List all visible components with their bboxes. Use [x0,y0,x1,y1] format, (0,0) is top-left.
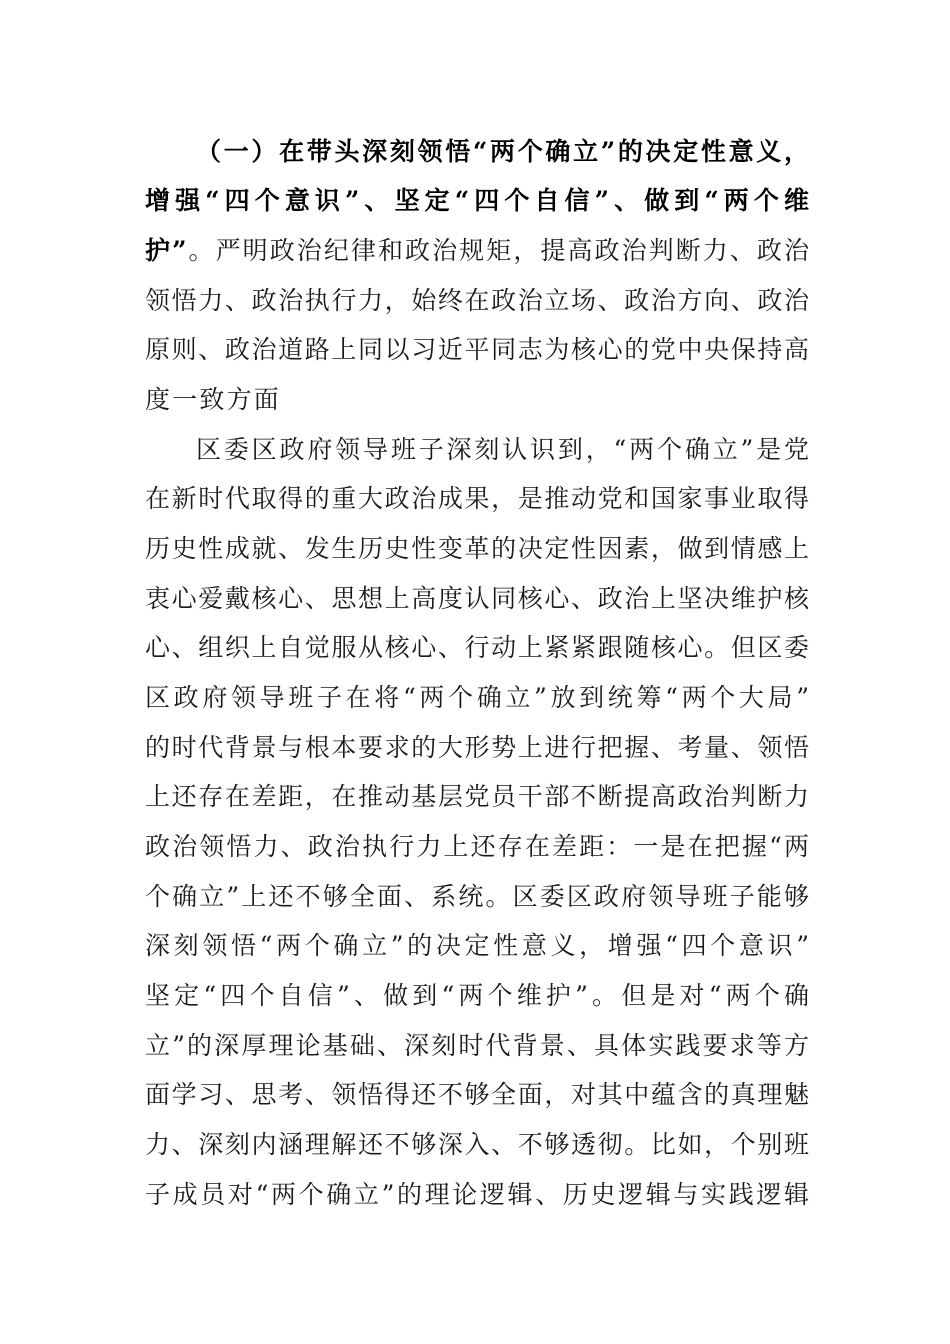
body-line: 深刻领悟“两个确立”的决定性意义，增强“四个意识” [145,931,809,960]
body-line: 心、组织上自觉服从核心、行动上紧紧跟随核心。但区委 [145,633,809,662]
body-line: 区政府领导班子在将“两个确立”放到统筹“两个大局” [145,683,809,712]
section-heading-line-5: 原则、政治道路上同以习近平同志为核心的党中央保持高 [145,335,809,364]
body-line: 坚定“四个自信”、做到“两个维护”。但是对“两个确 [145,981,809,1010]
body-line: 个确立”上还不够全面、系统。区委区政府领导班子能够 [145,882,809,911]
body-line: 立”的深厚理论基础、深刻时代背景、具体实践要求等方 [145,1031,809,1060]
section-heading-line-1: （一）在带头深刻领悟“两个确立”的决定性意义， [196,137,809,166]
body-line: 在新时代取得的重大政治成果，是推动党和国家事业取得 [145,484,809,513]
body-line: 政治领悟力、政治执行力上还存在差距：一是在把握“两 [145,832,809,861]
section-heading-line-2: 增强“四个意识”、坚定“四个自信”、做到“两个维 [145,186,809,215]
body-line: 区委区政府领导班子深刻认识到，“两个确立”是党 [196,435,809,464]
body-line: 衷心爱戴核心、思想上高度认同核心、政治上坚决维护核 [145,584,809,613]
section-heading-text-fragment: 。严明政治纪律和政治规矩，提高政治判断力、政治 [186,236,809,265]
body-line: 力、深刻内涵理解还不够深入、不够透彻。比如，个别班 [145,1130,809,1159]
body-line: 历史性成就、发生历史性变革的决定性因素，做到情感上 [145,534,809,563]
section-heading-line-4: 领悟力、政治执行力，始终在政治立场、政治方向、政治 [145,286,809,315]
section-heading-line-3 [145,226,809,276]
section-heading-line-6: 度一致方面 [145,385,282,414]
section-heading-bold-fragment: 护” [145,236,187,265]
body-line: 的时代背景与根本要求的大形势上进行把握、考量、领悟 [145,733,809,762]
body-line: 子成员对“两个确立”的理论逻辑、历史逻辑与实践逻辑 [145,1180,809,1209]
body-line: 面学习、思考、领悟得还不够全面，对其中蕴含的真理魅 [145,1080,809,1109]
body-line: 上还存在差距，在推动基层党员干部不断提高政治判断力 [145,782,809,811]
